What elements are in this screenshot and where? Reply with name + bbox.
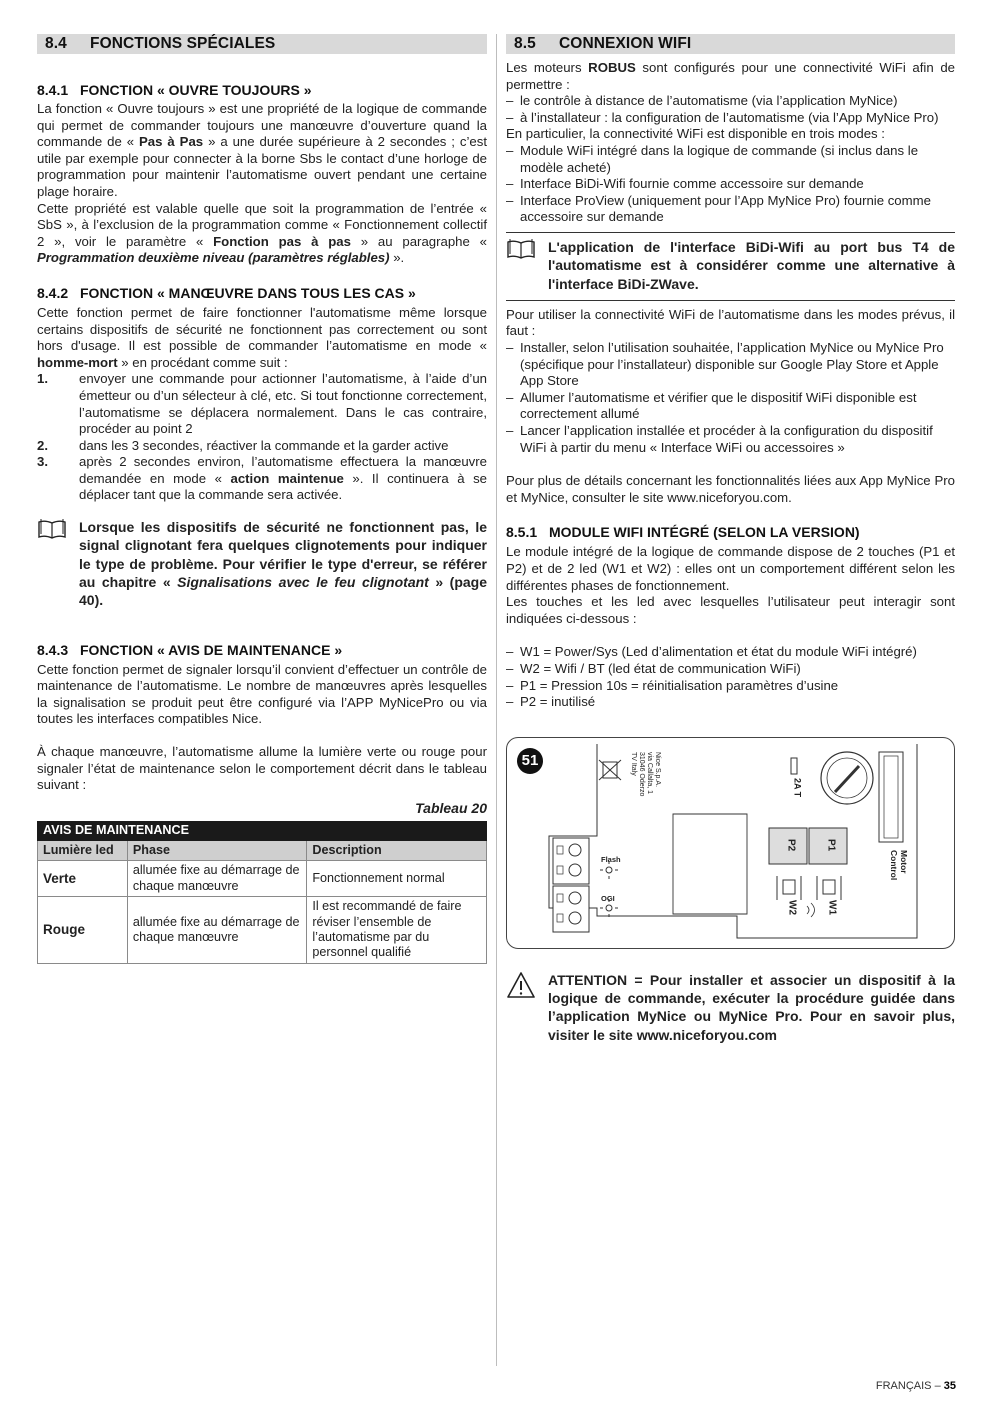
table-header-row (38, 840, 487, 860)
table-cell: Verte (38, 861, 128, 897)
list-item: – Allumer l’automatisme et vérifier que le dispositif WiFi disponible est correctement allumé (506, 390, 955, 423)
table-row (38, 861, 487, 897)
paragraph: Pour plus de détails concernant les fonctionnalités liées aux App MyNice Pro et MyNice, consulter le site www.niceforyou.com. (506, 473, 955, 505)
list-item: – à l’installateur : la configuration de l’automatisme (via l’App MyNice Pro) (506, 110, 955, 127)
list-item: – P2 = inutilisé (506, 694, 955, 711)
column-header: Description (307, 840, 487, 860)
column-header: Lumière led (38, 840, 128, 860)
footer-language: FRANÇAIS – (875, 1380, 944, 1392)
figure-51-board-diagram (506, 737, 955, 949)
left-column (37, 34, 487, 964)
w2-led: W2 (786, 899, 798, 915)
maintenance-table (37, 821, 487, 963)
section-title: FONCTION « OUVRE TOUJOURS » (80, 82, 312, 98)
info-note: Lorsque les dispositifs de sécurité ne fonctionnent pas, le signal clignotant fera quelques clignotements pour indiquer le type de problème. Pour vérifier le type d'erreur, se référer au chapitre « Signalisations avec le feu clignotant » (page 40). (37, 518, 487, 609)
list-item: – P1 = Pression 10s = réinitialisation paramètres d’usine (506, 678, 955, 695)
table-cell: allumée fixe au démarrage de chaque manœuvre (127, 861, 307, 897)
section-8-4-heading (37, 34, 487, 54)
weee-bin-icon (599, 760, 621, 780)
section-title: FONCTION « MANŒUVRE DANS TOUS LES CAS » (80, 284, 416, 301)
paragraph: En particulier, la connectivité WiFi est disponible en trois modes : (506, 126, 885, 142)
paragraph: La fonction « Ouvre toujours » est une propriété de la logique de commande qui permet de commander toujours une manœuvre d’ouverture quand la commande de « Pas à Pas » a une durée supérieure à 2 secondes ; c’est utile par exemple pour connecter à la borne Sbs le contact d’une horloge de programmation pour maintenir l’automatisme ouvert pendant une certaine plage horaire. (37, 101, 487, 199)
paragraph: Cette propriété est valable quelle que soit la programmation de l’entrée « SbS », à l’exclusion de la programmation comme « Fonctionnement collectif 2 », voir le paramètre « Fonction pas à pas » au paragraphe « Programmation deuxième niveau (paramètres réglables) ». (37, 200, 487, 266)
ogi-label: OGI (601, 893, 615, 903)
list-item: – Module WiFi intégré dans la logique de commande (si inclus dans le modèle acheté) (506, 143, 955, 176)
list-item: – Interface BiDi-Wifi fournie comme accessoire sur demande (506, 176, 955, 193)
paragraph: Les touches et les led avec lesquelles l’utilisateur peut interagir sont indiquées ci-dessous : (506, 594, 955, 626)
section-8-5-heading (506, 34, 955, 54)
book-icon (506, 238, 536, 293)
p1-button: P1 (825, 838, 837, 851)
section-number: 8.4.3 (37, 641, 69, 658)
page-number: 35 (943, 1380, 956, 1392)
table-cell: Il est recommandé de faire réviser l’ensemble de l’automatisme par du personnel qualifié (307, 897, 487, 964)
section-8-5-1-heading (506, 524, 955, 541)
paragraph: À chaque manœuvre, l’automatisme allume la lumière verte ou rouge pour signaler l’état de maintenance selon le comportement décrit dans le tableau suivant : (37, 743, 487, 793)
paragraph: Le module intégré de la logique de commande dispose de 2 touches (P1 et P2) et de 2 led (W1 et W2) : elles ont un comportement différent selon les différentes phases de fonctionnement. (506, 544, 955, 593)
paragraph: Pour utiliser la connectivité WiFi de l’automatisme dans les modes prévus, il faut : (506, 306, 955, 339)
section-number: 8.4.2 (37, 284, 69, 301)
paragraph: Les moteurs ROBUS sont configurés pour une connectivité WiFi afin de permettre : (506, 60, 955, 92)
section-title: CONNEXION WIFI (559, 35, 692, 52)
flash-label: Flash (601, 854, 621, 864)
list-item: – Interface ProView (uniquement pour l’App MyNice Pro) fournie comme accessoire sur demande (506, 193, 955, 226)
motor-control-label: Motor Control (889, 849, 909, 880)
table-label: Tableau 20 (415, 799, 487, 816)
p2-button: P2 (785, 838, 797, 851)
numbered-step-1: 1. envoyer une commande pour actionner l’automatisme, à l’aide d’un émetteur ou d’un sélecteur à clé, etc. Si tout fonctionne correctement, l’automatisme se déplacera normalement. Dans le cas contraire, procéder au point 2 (37, 371, 487, 437)
paragraph: Cette fonction permet de signaler lorsqu’il convient d’effectuer un contrôle de maintenance de l’automatisme. Le nombre de manœuvres après lesquelles la signalisation se produit peut être configuré via l’APP MyNicePro ou via toutes les interfaces compatibles Nice. (37, 661, 487, 727)
section-title: FONCTIONS SPÉCIALES (90, 35, 276, 52)
list-item: – Lancer l’application installée et procéder à la configuration du dispositif WiFi à partir du menu « Interface WiFi ou accessoires » (506, 423, 955, 456)
section-title: MODULE WIFI INTÉGRÉ (SELON LA VERSION) (549, 524, 860, 541)
table-title: AVIS DE MAINTENANCE (38, 822, 487, 840)
right-column (506, 34, 955, 1044)
table-cell: Rouge (38, 897, 128, 964)
figure-number-badge: 51 (517, 748, 543, 774)
table-row (38, 897, 487, 964)
page-footer (876, 1378, 956, 1395)
column-header: Phase (127, 840, 307, 860)
table-cell: allumée fixe au démarrage de chaque manœuvre (127, 897, 307, 964)
section-number: 8.4.1 (37, 82, 69, 98)
section-number: 8.5.1 (506, 524, 538, 541)
book-icon (37, 518, 67, 609)
table-cell: Fonctionnement normal (307, 861, 487, 897)
section-number: 8.4 (45, 35, 67, 52)
section-8-4-2-heading (37, 285, 487, 302)
paragraph: Cette fonction permet de faire fonctionner l'automatisme même lorsque certains dispositifs de sécurité ne fonctionnent pas correctement ou sont hors d'usage. Il est possible de commander l’automatisme en mode « homme-mort » en procédant comme suit : (37, 304, 487, 370)
section-title: FONCTION « AVIS DE MAINTENANCE » (80, 641, 343, 658)
list-item: – W2 = Wifi / BT (led état de communication WiFi) (506, 661, 955, 678)
numbered-step-3: 3. après 2 secondes environ, l’automatisme effectuera la manœuvre demandée en mode « action maintenue ». Il continuera à se déplacer tant que la commande sera activée. (37, 454, 488, 503)
manufacturer-label: Nice S.p.A. via Callalta, 1 31046 Oderzo TV Italy (630, 751, 661, 797)
fuse-label: 2A T (792, 777, 803, 797)
list-item: – le contrôle à distance de l’automatisme (via l’application MyNice) (506, 93, 955, 110)
warning-icon (506, 971, 536, 1044)
list-item: – W1 = Power/Sys (Led d’alimentation et état du module WiFi intégré) (506, 644, 955, 661)
column-divider (496, 34, 497, 1366)
info-note: L'application de l'interface BiDi-Wifi au port bus T4 de l'automatisme est à considérer comme une alternative à l'interface BiDi-ZWave. (506, 238, 955, 293)
note-block (506, 232, 955, 293)
section-8-4-3-heading (37, 642, 487, 659)
warning-note: ATTENTION = Pour installer et associer un dispositif à la logique de commande, exécuter la procédure guidée dans l’application MyNice ou MyNice Pro. Pour en savoir plus, visiter le site www.niceforyou.com (506, 971, 955, 1044)
w1-led: W1 (826, 899, 838, 915)
list-item: – Installer, selon l’utilisation souhaitée, l’application MyNice ou MyNice Pro (spécifique pour l’installateur) disponible sur Google Play Store et Apple App Store (506, 340, 955, 390)
section-number: 8.5 (514, 35, 536, 52)
section-8-4-1-heading (37, 82, 487, 99)
numbered-step-2: 2. dans les 3 secondes, réactiver la commande et la garder active (37, 437, 449, 453)
board-illustration (507, 738, 954, 948)
note-rule (506, 300, 955, 301)
